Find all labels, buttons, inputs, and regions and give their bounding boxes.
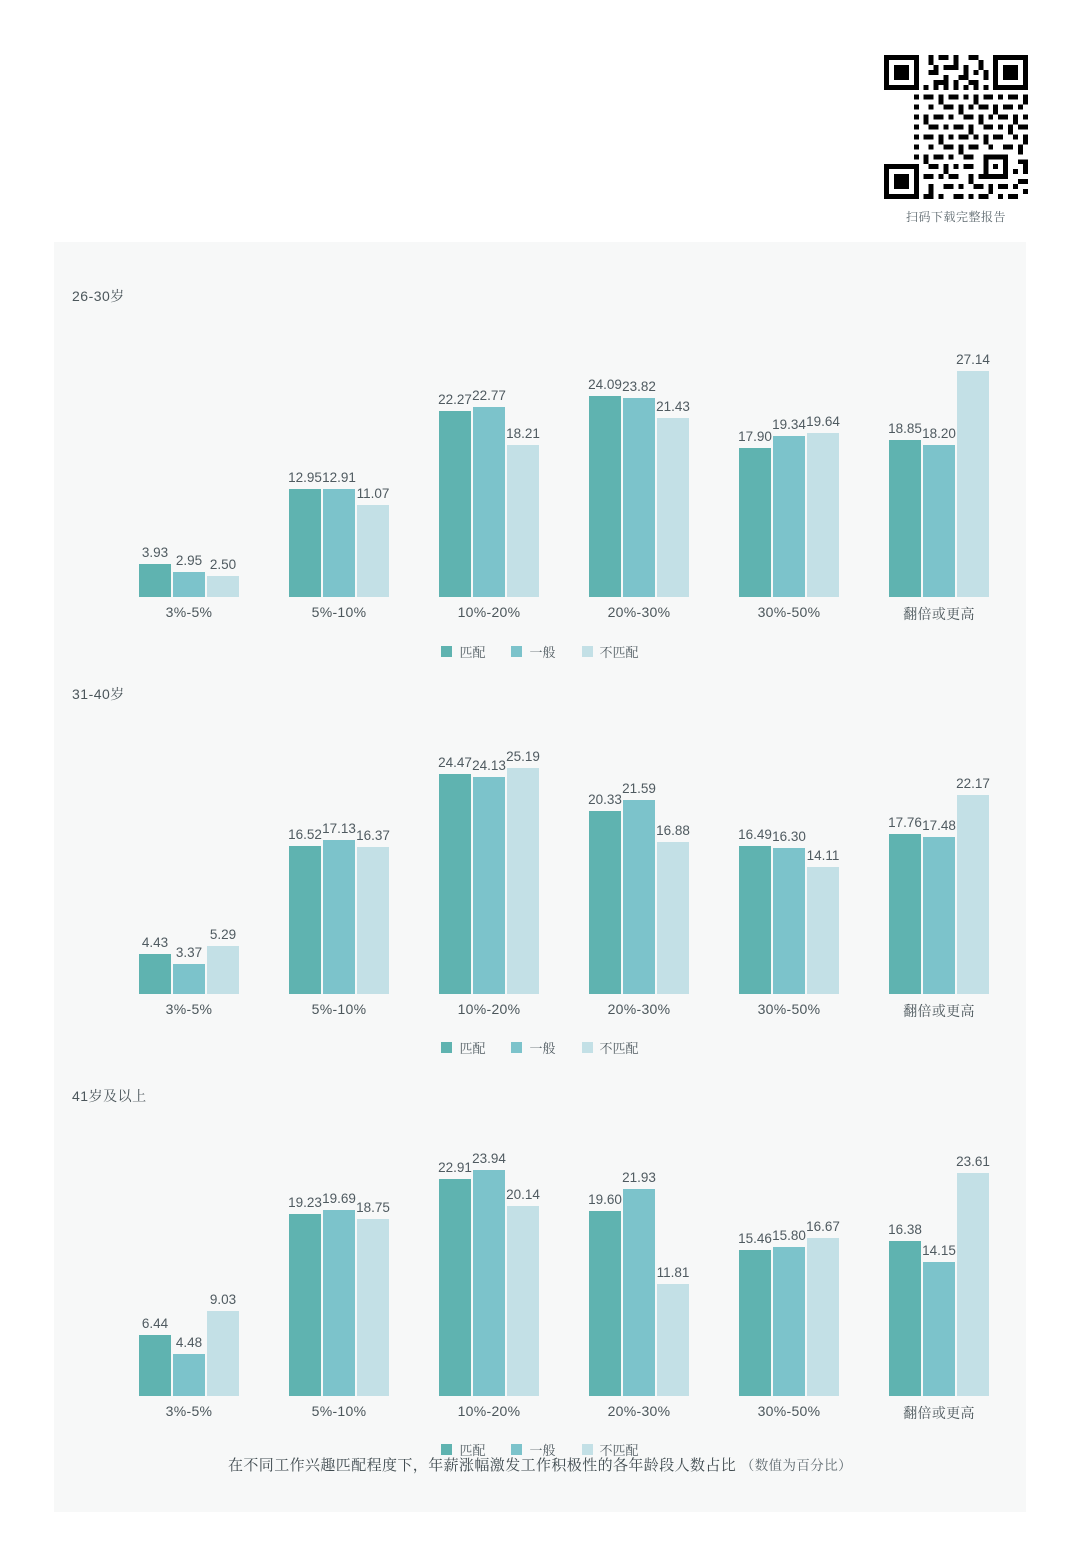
bar-value-label: 18.20 [922,426,956,442]
bar-item [773,357,805,597]
bars [264,754,414,994]
bar-group [714,754,864,994]
bars [714,1156,864,1396]
footer-note-sub: （数值为百分比） [740,1458,852,1473]
bar-group [264,754,414,994]
legend-swatch-icon [582,646,593,657]
bar-item [173,754,205,994]
bar-value-label: 4.48 [175,1334,203,1350]
bar-value-label: 17.90 [738,428,772,444]
bar-item [807,1156,839,1396]
category-label: 10%-20% [457,604,521,620]
legend-item[interactable] [582,642,639,661]
category-label: 翻倍或更高 [903,606,975,622]
bar-value-label: 21.43 [656,399,690,415]
bar-group [264,357,414,597]
bar [357,505,389,597]
bars [264,357,414,597]
bar-item [323,1156,355,1396]
chart-title-0: 26-30岁 [72,288,125,304]
bar-group [564,1156,714,1396]
bar-value-label: 4.43 [141,935,169,951]
category-label: 10%-20% [457,1001,521,1017]
bar-item [773,1156,805,1396]
bar-group [264,1156,414,1396]
bar-value-label: 15.80 [772,1227,806,1243]
bar-group [414,1150,564,1396]
bar-value-label: 14.15 [922,1243,956,1259]
bar [507,768,539,994]
bar-value-label: 20.14 [506,1186,540,1202]
bar-value-label: 24.47 [438,755,472,771]
bar-value-label: 2.50 [209,557,237,573]
legend-label: 匹配 [459,1041,486,1056]
bar-item [773,754,805,994]
footer-note-main: 在不同工作兴趣匹配程度下，年薪涨幅激发工作积极性的各年龄段人数占比 [228,1457,737,1474]
bars [114,357,264,597]
legend-swatch-icon [511,646,522,657]
legend-label: 不匹配 [599,1443,639,1458]
legend-label: 不匹配 [599,645,639,660]
bar-item [357,357,389,597]
bar-value-label: 3.93 [141,545,169,561]
chart-legend [54,1038,1026,1057]
bar-value-label: 16.88 [656,823,690,839]
bars [864,351,1014,597]
bar [357,847,389,994]
bar [739,1250,771,1396]
bar [207,1311,239,1396]
bar [773,436,805,597]
bar [357,1219,389,1396]
chart-legend [54,642,1026,661]
bar-item [323,754,355,994]
qr-code-svg [884,55,1028,199]
bar-value-label: 23.94 [472,1150,506,1166]
category-label: 30%-50% [757,1403,821,1419]
bar-group [114,754,264,994]
bar [173,1354,205,1396]
bar-item [739,357,771,597]
bar-item [439,754,471,994]
legend-label: 一般 [529,1443,556,1458]
bar-value-label: 24.13 [472,758,506,774]
bar [739,448,771,597]
bar-value-label: 5.29 [209,927,237,943]
category-label: 20%-30% [607,604,671,620]
bars [114,1156,264,1396]
legend-item[interactable] [441,642,485,661]
bar [773,1247,805,1396]
bar-value-label: 18.75 [356,1199,390,1215]
bar-group [714,357,864,597]
bar-value-label: 22.27 [438,392,472,408]
bar [889,440,921,597]
legend-item[interactable] [441,1440,485,1459]
qr-block [884,55,1028,225]
bar-value-label: 23.82 [622,379,656,395]
bar-value-label: 16.52 [288,826,322,842]
legend-label: 一般 [529,1041,556,1056]
bar [173,572,205,597]
bar [957,371,989,597]
bar [889,834,921,994]
category-label: 5%-10% [311,1001,367,1017]
bar-group [114,1156,264,1396]
category-label: 3%-5% [165,1403,213,1419]
bar-item [289,754,321,994]
bar-value-label: 19.69 [322,1190,356,1206]
bar-group [114,357,264,597]
category-label: 3%-5% [165,604,213,620]
bar [657,842,689,994]
bar-item [623,754,655,994]
bars [864,1153,1014,1396]
bar-item [207,754,239,994]
bar [289,489,321,597]
bars [714,357,864,597]
bar [739,846,771,994]
category-label: 30%-50% [757,1001,821,1017]
qr-code-icon [884,55,1028,199]
bars [414,1150,564,1396]
bar-item [506,748,540,994]
bar [289,846,321,994]
bar [139,564,171,597]
bar-value-label: 19.23 [288,1195,322,1211]
bar-value-label: 15.46 [738,1230,772,1246]
bar-value-label: 20.33 [588,792,622,808]
bar [623,1189,655,1396]
bar-value-label: 27.14 [956,351,990,367]
bar-item [623,357,655,597]
bar [289,1214,321,1396]
category-label: 5%-10% [311,604,367,620]
bar-group [864,1153,1014,1396]
bar-value-label: 14.11 [806,848,840,864]
bar-item [139,1156,171,1396]
bar-item [956,351,990,597]
chart-legend [54,1440,1026,1459]
bars [564,357,714,597]
bar-item [657,754,689,994]
bar-value-label: 22.17 [956,775,990,791]
bar [889,1241,921,1396]
legend-swatch-icon [511,1444,522,1455]
bar [657,1284,689,1396]
bar-item [507,1156,539,1396]
bar-value-label: 19.64 [806,414,840,430]
bar [589,1211,621,1396]
bar-value-label: 18.85 [888,420,922,436]
category-label: 30%-50% [757,604,821,620]
bar [473,777,505,994]
legend-label: 匹配 [459,1443,486,1458]
category-label: 10%-20% [457,1403,521,1419]
bar-value-label: 16.38 [888,1222,922,1238]
bar-value-label: 22.77 [472,388,506,404]
bar [657,418,689,597]
bar-item [923,357,955,597]
bar-value-label: 21.59 [622,780,656,796]
bar-value-label: 3.37 [175,944,203,960]
bar-item [739,1156,771,1396]
bar-item [657,1156,689,1396]
bar-item [807,357,839,597]
bar-group [564,754,714,994]
bar-value-label: 17.13 [322,821,356,837]
bar-value-label: 11.07 [356,485,390,501]
bar [923,445,955,597]
bar-value-label: 25.19 [506,748,540,764]
bar-group [414,357,564,597]
bar [473,1170,505,1396]
category-label: 3%-5% [165,1001,213,1017]
bar [323,840,355,994]
bar-value-label: 17.76 [888,815,922,831]
bar-item [657,357,689,597]
bar [323,1210,355,1396]
bar-item [323,357,355,597]
bar-item [439,1156,471,1396]
bar-item [889,1156,921,1396]
legend-label: 不匹配 [599,1041,639,1056]
bar [957,1173,989,1396]
bar-value-label: 11.81 [656,1265,690,1281]
legend-swatch-icon [441,1444,452,1455]
bar-value-label: 6.44 [141,1316,169,1332]
bar-item [889,357,921,597]
bar [173,964,205,994]
bar-item [807,754,839,994]
legend-label: 一般 [529,645,556,660]
bar-item [957,754,989,994]
bar-item [173,1156,205,1396]
bars [714,754,864,994]
bar [323,489,355,597]
bar-value-label: 17.48 [922,817,956,833]
bar-item [589,1156,621,1396]
qr-caption: 扫码下载完整报告 [905,210,1006,224]
legend-swatch-icon [582,1042,593,1053]
bars [414,748,564,994]
legend-item[interactable] [582,1440,639,1459]
legend-item[interactable] [511,1038,555,1057]
bar [807,867,839,994]
legend-swatch-icon [582,1444,593,1455]
bar-item [507,357,539,597]
legend-item[interactable] [441,1038,485,1057]
bar-item [473,357,505,597]
bar [507,1206,539,1396]
bars [114,754,264,994]
bar-group [864,754,1014,994]
chart-title-2: 41岁及以上 [72,1088,147,1104]
bar-value-label: 16.67 [806,1219,840,1235]
bar [207,576,239,597]
category-label: 翻倍或更高 [903,1003,975,1019]
bar-item [207,357,239,597]
bar [807,1238,839,1396]
bars [264,1156,414,1396]
charts-panel [54,242,1026,1512]
legend-label: 匹配 [459,645,486,660]
bar [807,433,839,597]
bar-value-label: 19.34 [772,416,806,432]
legend-swatch-icon [511,1042,522,1053]
bar [589,811,621,994]
bars [864,754,1014,994]
bar [957,795,989,994]
bar [507,445,539,597]
bar [623,398,655,597]
bar-value-label: 24.09 [588,377,622,393]
bar-value-label: 19.60 [588,1191,622,1207]
bar-group [864,351,1014,597]
bar-value-label: 2.95 [175,553,203,569]
bar-item [473,754,505,994]
bar [139,954,171,994]
chart-title-1: 31-40岁 [72,686,125,702]
bar-value-label: 22.91 [438,1160,472,1176]
bar-value-label: 18.21 [506,426,540,442]
bar [439,774,471,994]
bar [439,411,471,597]
bar-value-label: 16.37 [356,827,390,843]
bar [207,946,239,994]
bar-item [357,754,389,994]
bar-item [357,1156,389,1396]
bar-value-label: 9.03 [209,1291,237,1307]
bar-value-label: 12.91 [322,470,356,486]
bar [923,1262,955,1396]
bars [564,1156,714,1396]
bars [414,357,564,597]
legend-swatch-icon [441,646,452,657]
bar-value-label: 16.30 [772,828,806,844]
bar-item [923,1156,955,1396]
legend-item[interactable] [511,1440,555,1459]
category-label: 20%-30% [607,1001,671,1017]
bar [773,848,805,995]
legend-item[interactable] [582,1038,639,1057]
bar-item [889,754,921,994]
category-label: 翻倍或更高 [903,1405,975,1421]
bar-value-label: 16.49 [738,826,772,842]
legend-swatch-icon [441,1042,452,1053]
bar [589,396,621,597]
bar-item [207,1156,239,1396]
bar-item [739,754,771,994]
bars [564,754,714,994]
bar-value-label: 23.61 [956,1153,990,1169]
bar-group [564,357,714,597]
bar-value-label: 12.95 [288,469,322,485]
bar [923,837,955,994]
bar [439,1179,471,1396]
legend-item[interactable] [511,642,555,661]
category-label: 20%-30% [607,1403,671,1419]
bar-group [714,1156,864,1396]
bar-value-label: 21.93 [622,1169,656,1185]
category-label: 5%-10% [311,1403,367,1419]
bar-group [414,748,564,994]
bar-item [956,1153,990,1396]
